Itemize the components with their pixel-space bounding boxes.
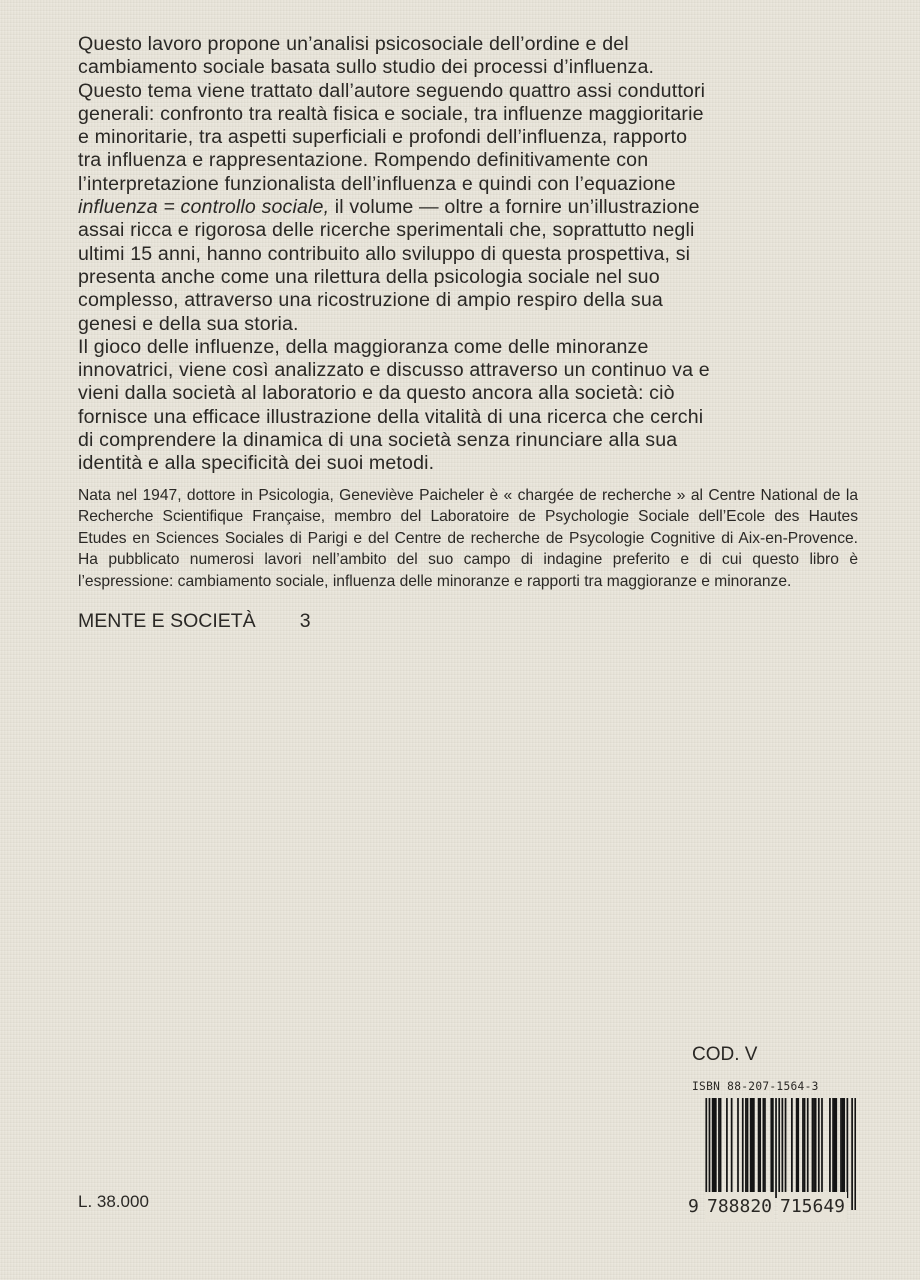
blurb-line: fornisce una efficace illustrazione della vitalità di una ricerca che cerchi	[78, 405, 704, 428]
barcode-bar	[758, 1098, 760, 1198]
blurb-line: Questo lavoro propone un’analisi psicosociale dell’ordine e del	[78, 33, 629, 55]
equation-italic: influenza = controllo sociale,	[78, 196, 330, 219]
barcode-bar	[813, 1098, 815, 1198]
blurb-line: Questo tema viene trattato dall’autore seguendo quattro assi conduttori	[78, 79, 706, 102]
series-name: MENTE E SOCIETÀ	[78, 610, 256, 632]
barcode-bar	[712, 1098, 714, 1198]
barcode-bar	[834, 1098, 836, 1198]
barcode-bar	[843, 1098, 845, 1198]
barcode-first-digit: 9	[688, 1196, 699, 1217]
barcode-bar	[815, 1098, 817, 1198]
barcode-bar	[718, 1098, 720, 1198]
blurb-line: assai ricca e rigorosa delle ricerche sperimentali che, soprattutto negli	[78, 219, 695, 242]
barcode-bar	[842, 1098, 844, 1198]
blurb-line: l’interpretazione funzionalista dell’influenza e quindi con l’equazione	[78, 172, 676, 195]
blurb-line-rest: il volume — oltre a fornire un’illustrazione	[329, 196, 700, 219]
barcode-bar	[785, 1098, 787, 1198]
barcode-bar	[713, 1098, 715, 1198]
barcode-bar	[747, 1098, 749, 1198]
barcode-bar	[745, 1098, 747, 1198]
barcode-guard-bar	[854, 1098, 856, 1210]
barcode-bar	[796, 1098, 798, 1198]
blurb-line: Il gioco delle influenze, della maggioranza come delle minoranze	[78, 335, 649, 358]
blurb-line: vieni dalla società al laboratorio e da questo ancora alla società: ciò	[78, 382, 675, 405]
barcode-bar	[775, 1098, 777, 1198]
blurb-line: ultimi 15 anni, hanno contribuito allo sviluppo di questa prospettiva, si	[78, 242, 691, 265]
barcode-bar	[762, 1098, 764, 1198]
barcode-bar	[751, 1098, 753, 1198]
barcode-bar	[770, 1098, 772, 1198]
price-label: L. 38.000	[78, 1192, 149, 1211]
barcode-digit-group-left: 788820	[705, 1192, 774, 1222]
barcode-bar	[818, 1098, 820, 1198]
author-bio: Nata nel 1947, dottore in Psicologia, Geneviève Paicheler è « chargée de recherche » al Centre National de la Recherche Scientifique Française, membro del Laboratoire de Psychologie Sociale dell’Ecole des Hautes Etudes en Sciences Sociales di Parigi e del Centre de recherche de Psycologie Cognitive di Aix-en-Provence. Ha pubblicato numerosi lavori nell’ambito del suo campo di indagine preferito e di cui questo libro è l’espressione: cambiamento sociale, influenza delle minoranze e rapporti tra maggioranze e minoranze.	[78, 487, 858, 590]
barcode-bar	[764, 1098, 766, 1198]
barcode-digits	[688, 1192, 854, 1222]
barcode-bar	[742, 1098, 744, 1198]
barcode-bar	[737, 1098, 739, 1198]
blurb-line: innovatrici, viene così analizzato e discusso attraverso un continuo va e	[78, 359, 710, 382]
barcode-bar	[753, 1098, 755, 1198]
barcode-bar	[715, 1098, 717, 1198]
barcode-bar	[802, 1098, 804, 1198]
blurb-line: di comprendere la dinamica di una società senza rinunciare alla sua	[78, 429, 678, 452]
barcode-bar	[750, 1098, 752, 1198]
barcode	[688, 1098, 856, 1222]
barcode-bar	[759, 1098, 761, 1198]
blurb-line: generali: confronto tra realtà fisica e sociale, tra influenze maggioritarie	[78, 102, 704, 125]
barcode-bar	[726, 1098, 728, 1198]
barcode-bar	[772, 1098, 774, 1198]
blurb-line: e minoritarie, tra aspetti superficiali e profondi dell’influenza, rapporto	[78, 126, 688, 149]
isbn-label: ISBN 88-207-1564-3	[692, 1080, 819, 1093]
barcode-bar	[791, 1098, 793, 1198]
barcode-bar	[797, 1098, 799, 1198]
blurb-line: complesso, attraverso una ricostruzione di ampio respiro della sua	[78, 289, 663, 312]
barcode-bar	[812, 1098, 814, 1198]
series-number: 3	[299, 610, 311, 632]
barcode-bar	[835, 1098, 837, 1198]
barcode-bar	[821, 1098, 823, 1198]
blurb-line: cambiamento sociale basata sullo studio dei processi d’influenza.	[78, 56, 655, 79]
barcode-bar	[804, 1098, 806, 1198]
blurb-line: identità e alla specificità dei suoi metodi.	[78, 452, 435, 475]
barcode-bar	[846, 1098, 848, 1198]
blurb-line: tra influenza e rappresentazione. Rompendo definitivamente con	[78, 149, 649, 172]
blurb-line: genesi e della sua storia.	[78, 312, 299, 335]
blurb-line: presenta anche come una rilettura della psicologia sociale nel suo	[78, 265, 660, 288]
barcode-bar	[807, 1098, 809, 1198]
blurb-line-with-equation	[78, 196, 868, 219]
cod-label: COD. V	[692, 1044, 758, 1065]
barcode-digit-group-right: 715649	[778, 1192, 847, 1222]
barcode-bar	[840, 1098, 842, 1198]
barcode-bar	[832, 1098, 834, 1198]
barcode-bar	[829, 1098, 831, 1198]
barcode-bar	[720, 1098, 722, 1198]
series-label	[78, 610, 311, 633]
back-cover-blurb	[78, 33, 868, 476]
barcode-bar	[731, 1098, 733, 1198]
